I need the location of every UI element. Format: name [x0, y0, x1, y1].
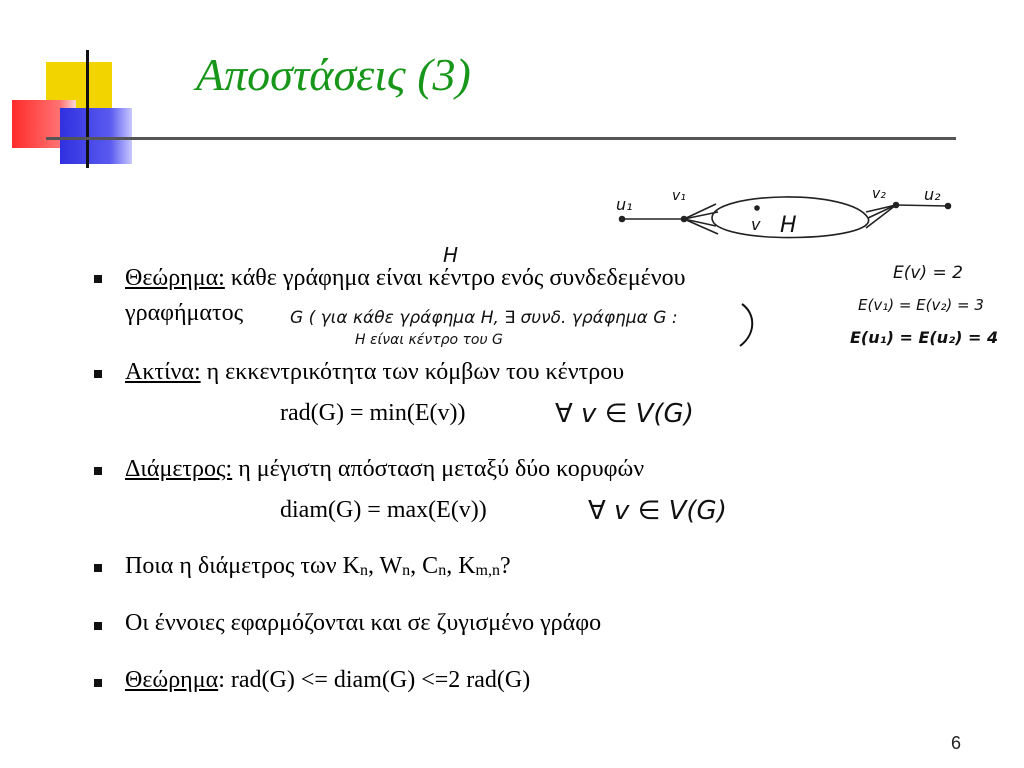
- question-text: , K: [446, 553, 476, 579]
- formula-diameter: diam(G) = max(E(v)): [280, 497, 487, 523]
- diagram-label-h: H: [780, 213, 797, 238]
- diagram-label-v1: v₁: [672, 188, 686, 204]
- bullet-continuation: γραφήματος: [125, 300, 244, 326]
- handwritten-ecc-3: E(u₁) = E(u₂) = 4: [850, 328, 999, 347]
- diagram-edge: [684, 219, 718, 234]
- bullet-text: : rad(G) <= diam(G) <=2 rad(G): [218, 667, 531, 693]
- bullet-marker: [94, 275, 102, 283]
- diagram-edge: [866, 205, 896, 212]
- term-radius: Ακτίνα:: [125, 359, 201, 385]
- formula-radius: rad(G) = min(E(v)): [280, 400, 466, 426]
- diagram-node: [946, 204, 951, 209]
- diagram-node: [682, 217, 687, 222]
- question-text: Ποια η διάμετρος των K: [125, 553, 360, 579]
- title-divider: [46, 137, 956, 140]
- bullet-diameter: [125, 455, 644, 483]
- subscript: n: [438, 562, 447, 579]
- bullet-marker: [94, 370, 102, 378]
- bullet-weighted: Οι έννοιες εφαρμόζονται και σε ζυγισμένο γράφο: [125, 610, 602, 636]
- diagram-label-v: v: [751, 215, 761, 234]
- diagram-label-u1: u₁: [616, 195, 633, 214]
- diagram-node: [894, 203, 899, 208]
- handwritten-note-line2: H είναι κέντρο του G: [355, 332, 503, 348]
- handwritten-forall-radius: ∀ v ∈ V(G): [555, 399, 694, 429]
- bullet-text: η μέγιστη απόσταση μεταξύ δύο κορυφών: [232, 456, 645, 482]
- diagram-edge: [868, 205, 896, 218]
- handwritten-ecc-2: E(v₁) = E(v₂) = 3: [858, 296, 984, 314]
- question-text: , C: [410, 553, 439, 579]
- diagram-edge: [684, 212, 718, 219]
- handwritten-h: H: [443, 243, 459, 267]
- handwritten-ecc-1: E(v) = 2: [893, 263, 963, 283]
- bullet-marker: [94, 679, 102, 687]
- bullet-radius: [125, 358, 624, 386]
- diagram-edge: [684, 204, 716, 219]
- bullet-text: η εκκεντρικότητα των κόμβων του κέντρου: [200, 359, 625, 385]
- question-text: ?: [499, 553, 511, 579]
- diagram-edge: [684, 219, 716, 226]
- handwritten-graph-diagram: [620, 197, 951, 238]
- diagram-label-v2: v₂: [872, 186, 886, 202]
- question-text: , W: [367, 553, 403, 579]
- logo-square-blue: [60, 108, 132, 164]
- diagram-node: [755, 206, 759, 210]
- slide-title: Αποστάσεις (3): [196, 49, 471, 100]
- logo-vertical-line: [86, 50, 89, 168]
- term-theorem: Θεώρημα: [125, 667, 219, 693]
- subscript: m,n: [475, 562, 500, 579]
- subscript: n: [402, 562, 411, 579]
- term-diameter: Διάμετρος:: [125, 456, 233, 482]
- bullet-marker: [94, 467, 102, 475]
- diagram-edge: [866, 205, 896, 228]
- handwritten-bracket: [740, 304, 752, 346]
- diagram-ellipse: [712, 197, 869, 238]
- bullet-text: κάθε γράφημα είναι κέντρο ενός συνδεδεμένου: [224, 265, 686, 291]
- bullet-marker: [94, 564, 102, 572]
- diagram-label-u2: u₂: [924, 185, 941, 204]
- subscript: n: [359, 562, 368, 579]
- bullet-question: [125, 552, 511, 585]
- term-theorem: Θεώρημα:: [125, 265, 225, 291]
- page-number: 6: [951, 733, 962, 753]
- bullet-theorem-center: [125, 264, 686, 292]
- bullet-marker: [94, 622, 102, 630]
- diagram-node: [620, 217, 625, 222]
- handwritten-forall-diameter: ∀ v ∈ V(G): [588, 496, 727, 526]
- diagram-edge: [896, 205, 948, 206]
- bullet-theorem-inequality: [125, 666, 530, 694]
- handwritten-note-line1: G ( για κάθε γράφημα H, ∃ συνδ. γράφημα G :: [290, 308, 678, 328]
